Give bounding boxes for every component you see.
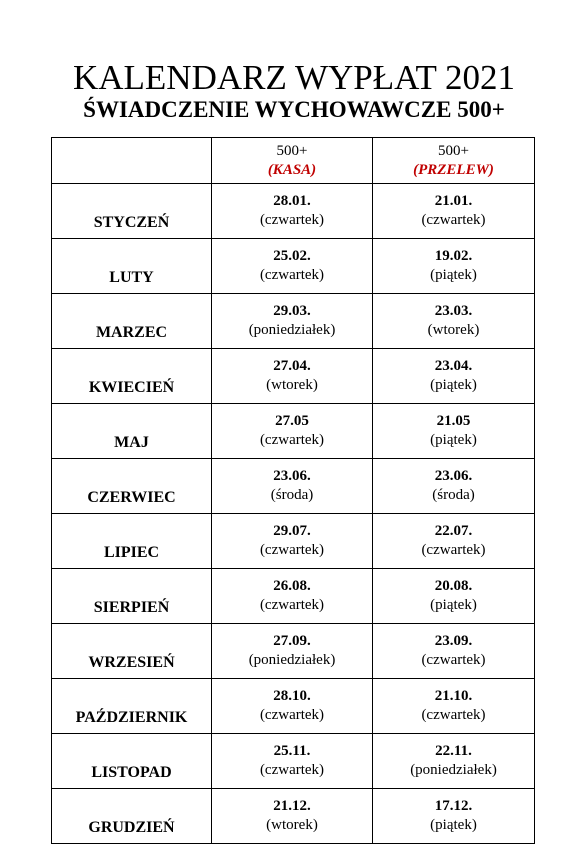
przelew-date: 23.06. bbox=[434, 468, 473, 484]
table-row bbox=[52, 569, 535, 624]
przelew-cell bbox=[373, 459, 535, 514]
kasa-cell bbox=[212, 569, 373, 624]
przelew-cell bbox=[373, 624, 535, 679]
kasa-day: (wtorek) bbox=[266, 817, 318, 833]
przelew-cell bbox=[373, 404, 535, 459]
kasa-cell bbox=[212, 624, 373, 679]
przelew-day: (poniedziałek) bbox=[410, 762, 497, 778]
kasa-cell bbox=[212, 349, 373, 404]
przelew-day: (piątek) bbox=[430, 377, 477, 393]
table-header-row bbox=[52, 138, 535, 184]
przelew-cell bbox=[373, 294, 535, 349]
przelew-date: 21.05 bbox=[436, 413, 471, 429]
table-row bbox=[52, 459, 535, 514]
przelew-cell bbox=[373, 734, 535, 789]
month-cell: CZERWIEC bbox=[52, 459, 212, 514]
table-row bbox=[52, 624, 535, 679]
przelew-day: (piątek) bbox=[430, 267, 477, 283]
kasa-date: 26.08. bbox=[273, 578, 311, 594]
przelew-day: (czwartek) bbox=[421, 707, 486, 723]
table-row bbox=[52, 514, 535, 569]
kasa-date: 21.12. bbox=[273, 798, 311, 814]
przelew-day: (piątek) bbox=[430, 817, 477, 833]
kasa-day: (czwartek) bbox=[259, 707, 325, 723]
month-cell: LUTY bbox=[52, 239, 212, 294]
kasa-cell bbox=[212, 294, 373, 349]
kasa-date: 28.10. bbox=[273, 688, 311, 704]
month-cell: LIPIEC bbox=[52, 514, 212, 569]
przelew-cell bbox=[373, 569, 535, 624]
przelew-date: 21.10. bbox=[434, 688, 473, 704]
table-row bbox=[52, 294, 535, 349]
przelew-date: 20.08. bbox=[434, 578, 473, 594]
kasa-date: 27.04. bbox=[273, 358, 311, 374]
header-empty-cell bbox=[52, 138, 212, 184]
przelew-cell bbox=[373, 789, 535, 844]
month-cell: WRZESIEŃ bbox=[52, 624, 212, 679]
month-cell: PAŹDZIERNIK bbox=[52, 679, 212, 734]
kasa-day: (poniedziałek) bbox=[248, 652, 336, 668]
przelew-date: 17.12. bbox=[434, 798, 473, 814]
przelew-cell bbox=[373, 514, 535, 569]
header-przelew-label: 500+ bbox=[438, 142, 469, 159]
przelew-date: 22.07. bbox=[434, 523, 473, 539]
przelew-day: (środa) bbox=[432, 487, 475, 503]
header-kasa-sub: (KASA) bbox=[267, 161, 317, 178]
przelew-cell bbox=[373, 349, 535, 404]
kasa-date: 23.06. bbox=[273, 468, 311, 484]
kasa-day: (czwartek) bbox=[259, 597, 325, 613]
page-subtitle: ŚWIADCZENIE WYCHOWAWCZE 500+ bbox=[83, 97, 505, 122]
kasa-cell bbox=[212, 404, 373, 459]
page-title: KALENDARZ WYPŁAT 2021 bbox=[72, 58, 516, 97]
kasa-date: 29.07. bbox=[273, 523, 311, 539]
kasa-day: (czwartek) bbox=[259, 762, 325, 778]
table-row bbox=[52, 239, 535, 294]
kasa-cell bbox=[212, 679, 373, 734]
kasa-day: (środa) bbox=[270, 487, 314, 503]
month-cell: GRUDZIEŃ bbox=[52, 789, 212, 844]
kasa-cell bbox=[212, 734, 373, 789]
month-cell: STYCZEŃ bbox=[52, 184, 212, 239]
header-kasa-label: 500+ bbox=[276, 142, 308, 159]
kasa-date: 25.02. bbox=[273, 248, 311, 264]
payment-calendar-table bbox=[51, 137, 535, 844]
kasa-date: 25.11. bbox=[273, 743, 311, 759]
header-przelew bbox=[373, 138, 535, 184]
kasa-cell bbox=[212, 184, 373, 239]
month-cell: MAJ bbox=[52, 404, 212, 459]
przelew-date: 19.02. bbox=[434, 248, 473, 264]
kasa-date: 27.09. bbox=[273, 633, 311, 649]
table-row bbox=[52, 349, 535, 404]
kasa-cell bbox=[212, 789, 373, 844]
month-cell: MARZEC bbox=[52, 294, 212, 349]
przelew-day: (piątek) bbox=[430, 432, 477, 448]
table-row bbox=[52, 679, 535, 734]
przelew-cell bbox=[373, 239, 535, 294]
przelew-date: 21.01. bbox=[434, 193, 473, 209]
przelew-day: (czwartek) bbox=[421, 652, 486, 668]
kasa-cell bbox=[212, 239, 373, 294]
month-cell: LISTOPAD bbox=[52, 734, 212, 789]
kasa-day: (czwartek) bbox=[259, 542, 325, 558]
przelew-day: (czwartek) bbox=[421, 212, 486, 228]
kasa-date: 29.03. bbox=[273, 303, 311, 319]
kasa-cell bbox=[212, 459, 373, 514]
table-row bbox=[52, 789, 535, 844]
przelew-day: (piątek) bbox=[430, 597, 477, 613]
kasa-day: (czwartek) bbox=[259, 212, 325, 228]
kasa-day: (czwartek) bbox=[259, 432, 325, 448]
month-cell: KWIECIEŃ bbox=[52, 349, 212, 404]
przelew-day: (wtorek) bbox=[427, 322, 480, 338]
przelew-date: 23.04. bbox=[434, 358, 473, 374]
przelew-cell bbox=[373, 184, 535, 239]
przelew-day: (czwartek) bbox=[421, 542, 486, 558]
kasa-cell bbox=[212, 514, 373, 569]
przelew-date: 22.11. bbox=[435, 743, 472, 759]
kasa-day: (czwartek) bbox=[259, 267, 325, 283]
kasa-day: (wtorek) bbox=[266, 377, 318, 393]
table-row bbox=[52, 734, 535, 789]
table-row bbox=[52, 404, 535, 459]
przelew-date: 23.03. bbox=[434, 303, 473, 319]
header-kasa bbox=[212, 138, 373, 184]
przelew-cell bbox=[373, 679, 535, 734]
kasa-day: (poniedziałek) bbox=[248, 322, 336, 338]
month-cell: SIERPIEŃ bbox=[52, 569, 212, 624]
header-przelew-sub: (PRZELEW) bbox=[413, 161, 494, 178]
kasa-date: 27.05 bbox=[275, 413, 309, 429]
kasa-date: 28.01. bbox=[273, 193, 311, 209]
table-row bbox=[52, 184, 535, 239]
przelew-date: 23.09. bbox=[434, 633, 473, 649]
